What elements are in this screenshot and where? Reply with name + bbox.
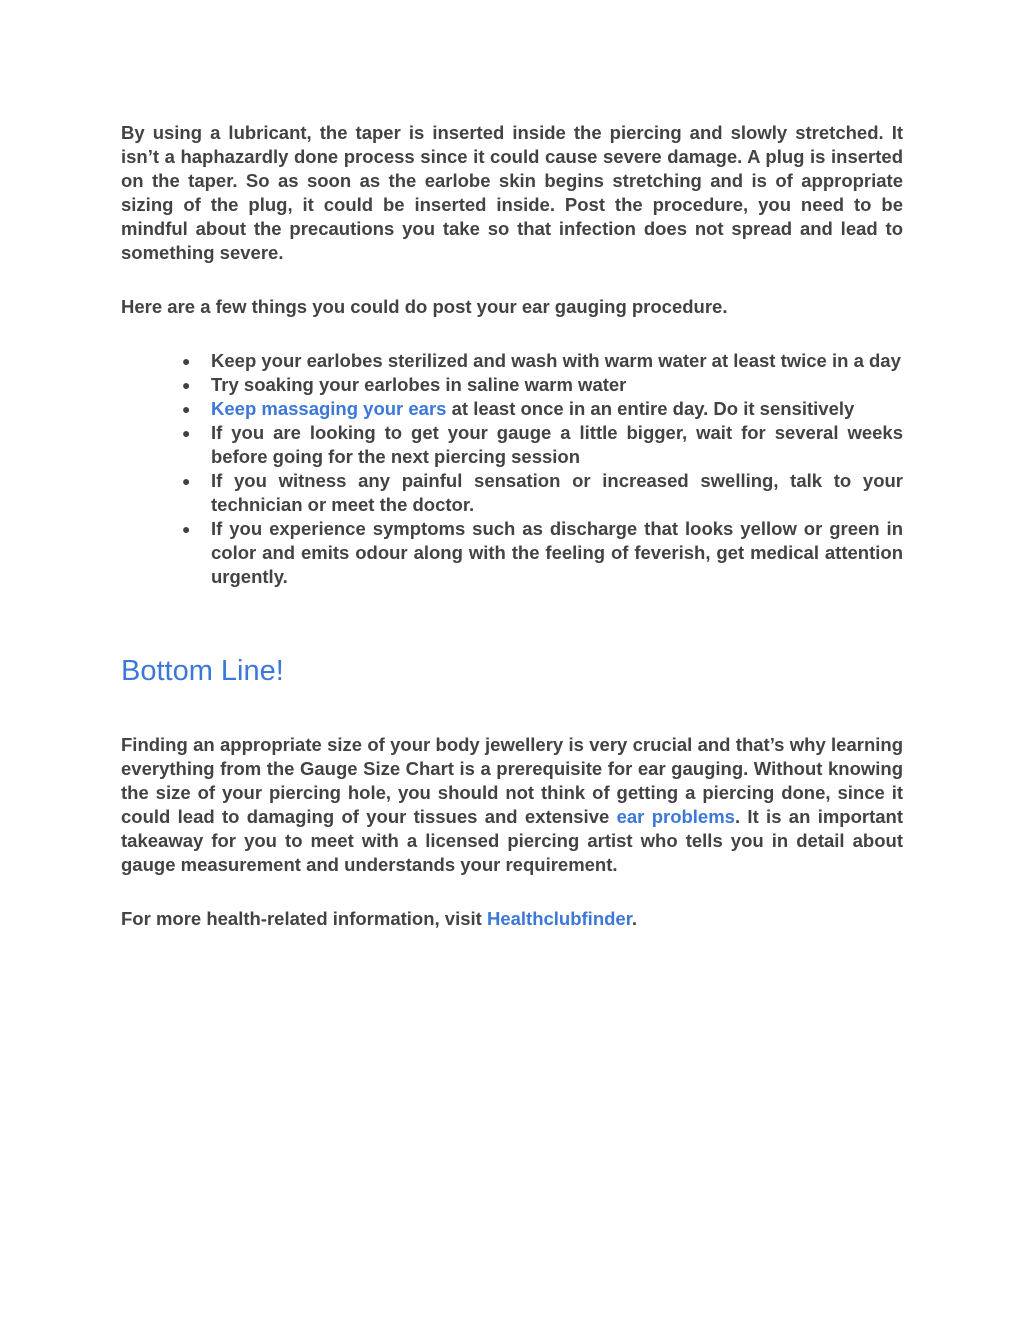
bullet-icon: ● — [182, 425, 191, 441]
list-item-text: Try soaking your earlobes in saline warm water — [211, 374, 627, 395]
list-item — [182, 349, 903, 373]
section-heading: Bottom Line! — [121, 655, 284, 687]
bottom-line-paragraph — [121, 733, 903, 877]
list-item — [182, 397, 903, 421]
list-item — [182, 517, 903, 589]
bullet-icon: ● — [182, 377, 191, 393]
paragraph-text: . — [631, 908, 638, 929]
list-item-text: If you experience symptoms such as discharge that looks yellow or green in color and emits odour along with the feeling of feverish, get medical attention urgently. — [211, 518, 903, 587]
paragraph-text: . It is an important takeaway for you to meet with a licensed piercing artist who tells you in detail about gauge measurement and understands your requirement. — [121, 806, 904, 875]
list-item — [182, 421, 903, 469]
bullet-icon: ● — [182, 473, 191, 489]
bullet-icon: ● — [182, 353, 191, 369]
list-item — [182, 373, 903, 397]
document-page — [121, 121, 903, 931]
intro-paragraph: By using a lubricant, the taper is inserted inside the piercing and slowly stretched. It isn’t a haphazardly done process since it could cause severe damage. A plug is inserted on the taper. So as soon as the earlobe skin begins stretching and is of appropriate sizing of the plug, it could be inserted inside. Post the procedure, you need to be mindful about the precautions you take so that infection does not spread and lead to something severe. — [121, 122, 903, 263]
lead-in-paragraph: Here are a few things you could do post your ear gauging procedure. — [121, 296, 728, 317]
keep-massaging-link[interactable]: Keep massaging your ears — [211, 398, 447, 419]
paragraph-text: For more health-related information, visit — [121, 908, 487, 929]
list-item-text: If you are looking to get your gauge a little bigger, wait for several weeks before going for the next piercing session — [211, 422, 903, 467]
bullet-icon: ● — [182, 521, 191, 537]
aftercare-tips-list — [121, 349, 903, 589]
paragraph-text: Finding an appropriate size of your body jewellery is very crucial and that’s why learning everything from the Gauge Size Chart is a prerequisite for ear gauging. Without knowing the size of your piercing hole, you should not think of getting a piercing done, since it could lead to damaging of your tissues and extensive — [121, 734, 903, 827]
ear-problems-link[interactable]: ear problems — [616, 806, 735, 827]
list-item — [182, 469, 903, 517]
list-item-text: at least once in an entire day. Do it sensitively — [446, 398, 855, 419]
list-item-text: If you witness any painful sensation or increased swelling, talk to your technician or meet the doctor. — [211, 470, 903, 515]
closing-paragraph — [121, 907, 903, 931]
bullet-icon: ● — [182, 401, 191, 417]
healthclubfinder-link[interactable]: Healthclubfinder — [486, 908, 632, 929]
list-item-text: Keep your earlobes sterilized and wash with warm water at least twice in a day — [211, 350, 901, 371]
